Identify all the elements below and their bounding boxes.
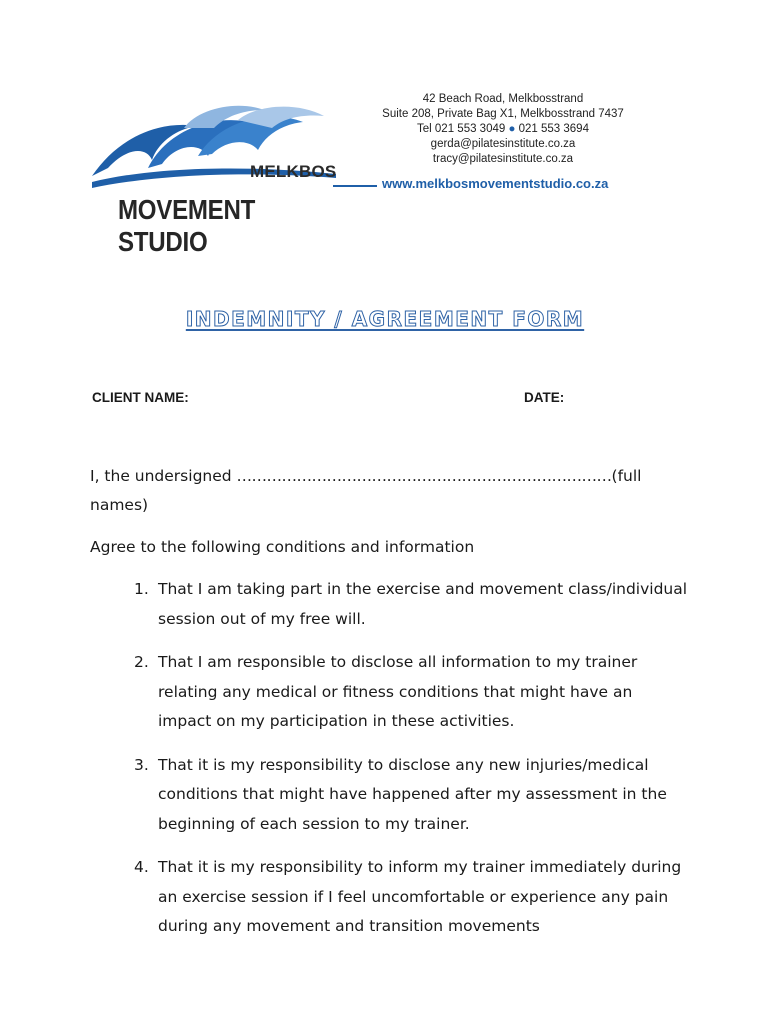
date-label: DATE: bbox=[524, 390, 565, 405]
contact-block bbox=[378, 92, 628, 167]
list-item-number: 2. bbox=[134, 653, 149, 671]
logo-text-melkbos: MELKBOS bbox=[250, 162, 337, 181]
conditions-list bbox=[88, 575, 688, 956]
website-divider bbox=[333, 185, 377, 187]
list-item bbox=[134, 648, 688, 737]
email-2: tracy@pilatesinstitute.co.za bbox=[432, 153, 574, 165]
phone-2: 021 553 3694 bbox=[518, 123, 589, 135]
list-item-number: 1. bbox=[134, 580, 149, 598]
client-name-label: CLIENT NAME: bbox=[92, 390, 189, 405]
list-item-text: That I am responsible to disclose all information to my trainer relating any medical or fitness conditions that might have an impact on my participation in these activities. bbox=[158, 653, 638, 730]
phone-line bbox=[378, 122, 628, 137]
full-name-blank[interactable]: ………………………………………………………………… bbox=[236, 467, 612, 485]
list-item-text: That it is my responsibility to inform my trainer immediately during an exercise session if I feel uncomfortable or experience any pain during any movement and transition movements bbox=[158, 858, 682, 935]
logo-text-movement-studio: MOVEMENT STUDIO bbox=[118, 194, 256, 257]
undersigned-statement bbox=[90, 462, 650, 520]
list-item bbox=[134, 751, 688, 840]
email-1: gerda@pilatesinstitute.co.za bbox=[430, 138, 576, 150]
phone-1: Tel 021 553 3049 bbox=[417, 123, 506, 135]
list-item bbox=[134, 853, 688, 942]
studio-logo bbox=[88, 98, 378, 257]
website-link[interactable]: www.melkbosmovementstudio.co.za bbox=[382, 176, 609, 191]
agreement-intro: Agree to the following conditions and information bbox=[90, 538, 475, 556]
list-item-number: 4. bbox=[134, 858, 149, 876]
list-item-text: That I am taking part in the exercise and movement class/individual session out of my free will. bbox=[158, 580, 688, 628]
full-names-note: (full names) bbox=[90, 467, 642, 514]
list-item bbox=[134, 575, 688, 634]
list-item-number: 3. bbox=[134, 755, 149, 774]
page-title: INDEMNITY / AGREEMENT FORM bbox=[185, 307, 585, 331]
list-item-text: That it is my responsibility to disclose any new injuries/medical conditions that might have happened after my assessment in the beginning of each session to my trainer. bbox=[158, 755, 667, 833]
address-line-2: Suite 208, Private Bag X1, Melkbosstrand 7437 bbox=[382, 108, 624, 120]
address-line-1: 42 Beach Road, Melkbosstrand bbox=[422, 93, 584, 105]
wave-logo-icon bbox=[88, 98, 338, 198]
letterhead bbox=[88, 88, 628, 257]
undersigned-text: I, the undersigned bbox=[90, 467, 237, 485]
bullet-icon: ● bbox=[508, 123, 516, 135]
